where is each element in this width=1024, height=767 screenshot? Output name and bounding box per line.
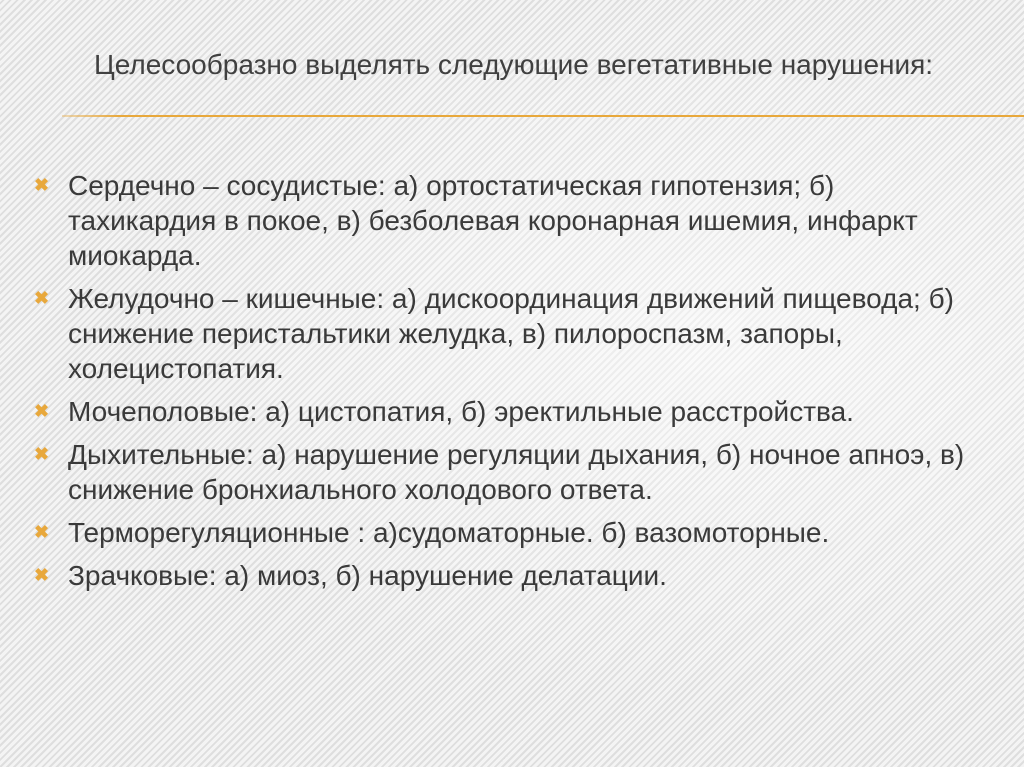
list-item-text: Дыхительные: а) нарушение регуляции дыхания, б) ночное апноэ, в) снижение бронхиального холодового ответа. (68, 439, 965, 505)
list-item (0, 394, 968, 429)
list-item-text: Мочеполовые: а) цистопатия, б) эректильные расстройства. (68, 396, 854, 427)
bullet-list (0, 168, 1000, 601)
list-item-text: Терморегуляционные : а)судоматорные. б) вазомоторные. (68, 517, 830, 548)
list-item-text: Сердечно – сосудистые: а) ортостатическая гипотензия; б) тахикардия в покое, в) безболевая коронарная ишемия, инфаркт миокарда. (68, 170, 918, 271)
list-item (0, 437, 968, 507)
slide-title (68, 48, 968, 81)
list-item-text: Желудочно – кишечные: а) дискоординация движений пищевода; б) снижение перистальтики желудка, в) пилороспазм, запоры, холецистопатия. (68, 283, 954, 384)
x-mark-icon: ✖ (34, 444, 50, 464)
slide-title-text: Целесообразно выделять следующие вегетативные нарушения: (94, 49, 934, 80)
title-divider (62, 115, 1024, 117)
x-mark-icon: ✖ (34, 288, 50, 308)
x-mark-icon: ✖ (34, 175, 50, 195)
list-item (0, 515, 968, 550)
list-item (0, 168, 968, 273)
list-item (0, 558, 968, 593)
list-item-text: Зрачковые: а) миоз, б) нарушение делатации. (68, 560, 667, 591)
x-mark-icon: ✖ (34, 401, 50, 421)
x-mark-icon: ✖ (34, 522, 50, 542)
x-mark-icon: ✖ (34, 565, 50, 585)
list-item (0, 281, 968, 386)
